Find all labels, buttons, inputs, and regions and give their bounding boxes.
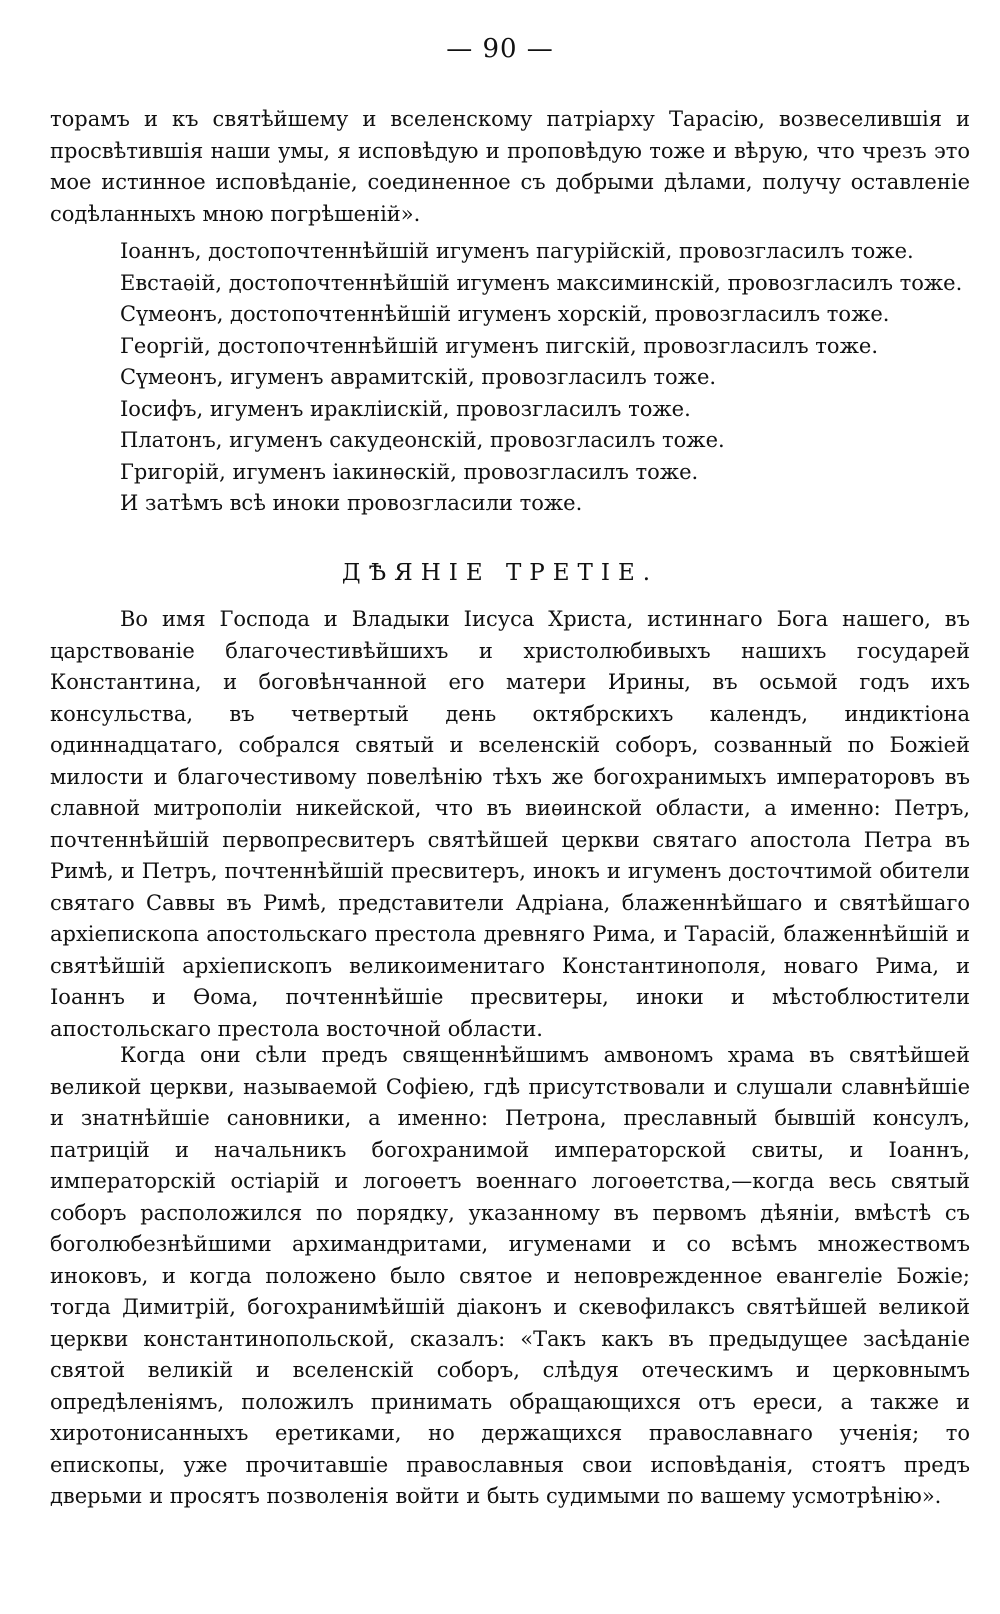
- roster-line: Платонъ, игуменъ сакудеонскій, провозгласилъ тоже.: [120, 428, 725, 452]
- paragraph-first-text: Во имя Господа и Владыки Іисуса Христа, истиннаго Бога нашего, въ царствованіе благочестивѣйшихъ и христолюбивыхъ нашихъ государей Константина, и боговѣнчанной его матери Ирины, въ осьмой годъ ихъ консульства, въ четвертый день октябрскихъ календъ, индиктіона одиннадцатаго, собрался святый и вселенскій соборъ, созванный по Божіей милости и благочестивому повелѣнію тѣхъ же богохранимыхъ императоровъ въ славной митрополіи никейской, что въ виѳинской области, а именно: Петръ, почтеннѣйшій первопресвитеръ святѣйшей церкви святаго апостола Петра въ Римѣ, и Петръ, почтеннѣйшій пресвитеръ, инокъ и игуменъ досточтимой обители святаго Саввы въ Римѣ, представители Адріана, блаженнѣйшаго и святѣйшаго архіепископа апостольскаго престола древняго Рима, и Тарасій, блаженнѣйшій и святѣйшій архіепископъ великоименитаго Константинополя, новаго Рима, и Іоаннъ и Ѳома, почтеннѣйшіе пресвитеры, иноки и мѣстоблюстители апостольскаго престола восточной области.: [50, 607, 970, 1041]
- paragraph-second: [50, 1040, 970, 1513]
- roster-line: Георгій, достопочтеннѣйшій игуменъ пигскій, провозгласилъ тоже.: [120, 333, 878, 358]
- roster-line: Сүмеонъ, достопочтеннѣйшій игуменъ хорскій, провозгласилъ тоже.: [120, 302, 890, 326]
- continuation-text: торамъ и къ святѣйшему и вселенскому патріарху Тарасію, возвеселившія и просвѣтившія наши умы, я исповѣдую и проповѣдую тоже и вѣрую, что чрезъ это мое истинное исповѣданіе, соединенное съ добрыми дѣлами, получу оставленіе содѣланныхъ мною погрѣшеній».: [50, 107, 970, 226]
- roster-line: Евстаѳій, достопочтеннѣйшій игуменъ максиминскій, провозгласилъ тоже.: [120, 270, 963, 295]
- paragraph-second-text: Когда они сѣли предъ священнѣйшимъ амвономъ храма въ святѣйшей великой церкви, называемой Софіею, гдѣ присутствовали и слушали славнѣйшіе и знатнѣйшіе сановники, а именно: Петрона, преславный бывшій консулъ, патрицій и начальникъ богохранимой императорской свиты, и Іоаннъ, императорскій остіарій и логоѳетъ военнаго логоѳетства,—когда весь святый соборъ расположился по порядку, указанному въ первомъ дѣяніи, вмѣстѣ съ боголюбезнѣйшими архимандритами, игуменами и со всѣмъ множествомъ иноковъ, и когда положено было святое и неповрежденное евангеліе Божіе; тогда Димитрій, богохранимѣйшій діаконъ и скевофилаксъ святѣйшей великой церкви константинопольской, сказалъ: «Такъ какъ въ предыдущее засѣданіе святой великій и вселенскій соборъ, слѣдуя отеческимъ и церковнымъ опредѣленіямъ, положилъ принимать обращающихся отъ ереси, а также и хиротонисанныхъ еретиками, но держащихся православнаго ученія; то епископы, уже прочитавшіе православныя свои исповѣданія, стоятъ предъ дверьми и просятъ позволенія войти и быть судимыми по вашему усмотрѣнію».: [50, 1043, 970, 1508]
- continuation-paragraph: [50, 104, 970, 230]
- page-number: — 90 —: [446, 34, 554, 64]
- abbots-roster: [120, 236, 980, 520]
- roster-line: Григорій, игуменъ іакинѳскій, провозгласилъ тоже.: [120, 459, 699, 484]
- roster-line: Сүмеонъ, игуменъ аврамитскій, провозгласилъ тоже.: [120, 365, 717, 389]
- roster-line: И затѣмъ всѣ иноки провозгласили тоже.: [120, 491, 583, 515]
- section-heading: ДѢЯНІЕ ТРЕТІЕ.: [341, 560, 659, 586]
- roster-line: Іоаннъ, достопочтеннѣйшій игуменъ пагурійскій, провозгласилъ тоже.: [120, 239, 914, 263]
- roster-line: Іосифъ, игуменъ иракліискій, провозгласилъ тоже.: [120, 396, 691, 421]
- paragraph-first: [50, 604, 970, 1045]
